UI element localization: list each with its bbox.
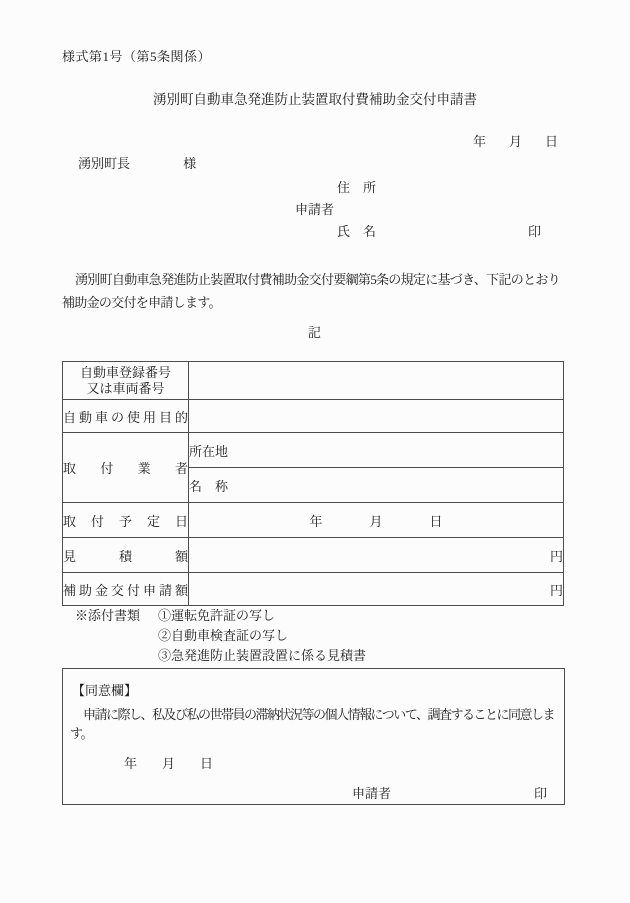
consent-date-month: 月 <box>162 756 176 771</box>
header-date-line <box>473 131 558 150</box>
addressee-name: 湧別町長 <box>78 156 131 171</box>
consent-title: 【同意欄】 <box>72 683 138 698</box>
registration-label: 自動車登録番号 又は車両番号 <box>63 362 189 400</box>
header-date-year: 年 <box>472 134 486 149</box>
install-date-value-cell <box>189 503 564 538</box>
record-mark: 記 <box>307 325 322 340</box>
applicant-address-label: 住 所 <box>337 180 377 195</box>
applicant-seal-mark: 印 <box>528 224 542 239</box>
table-row-purpose <box>63 400 564 433</box>
table-row-installer-address <box>63 433 564 468</box>
consent-date-year: 年 <box>124 756 138 771</box>
installer-label: 取付業者 <box>63 433 189 503</box>
attachment-item-1: ①運転免許証の写し <box>158 608 276 623</box>
consent-date-day: 日 <box>200 756 214 771</box>
page-title: 湧別町自動車急発進防止装置取付費補助金交付申請書 <box>153 92 477 107</box>
attachments-note <box>75 606 366 666</box>
installer-address-label: 所在地 <box>189 433 564 468</box>
installer-name-label: 名 称 <box>189 468 564 503</box>
table-row-estimate <box>63 538 564 573</box>
application-detail-table <box>62 361 564 606</box>
estimate-label: 見積額 <box>63 538 189 573</box>
header-date-month: 月 <box>508 134 522 149</box>
attachment-item-2: ②自動車検査証の写し <box>158 628 289 643</box>
table-row-subsidy-amount <box>63 573 564 606</box>
applicant-name-label: 氏 名 <box>337 224 377 239</box>
consent-statement: 申請に際し、私及び私の世帯員の滞納状況等の個人情報について、調査することに同意します。 <box>70 707 554 741</box>
consent-applicant-label: 申請者 <box>352 786 392 801</box>
subsidy-label: 補助金交付申請額 <box>63 573 189 606</box>
application-statement: 湧別町自動車急発進防止装置取付費補助金交付要綱第5条の規定に基づき、下記のとおり補助金の交付を申請します。 <box>62 272 560 310</box>
estimate-value-cell: 円 <box>189 538 564 573</box>
attachment-item-3: ③急発進防止装置設置に係る見積書 <box>158 648 367 663</box>
subsidy-value-cell: 円 <box>189 573 564 606</box>
addressee-line <box>78 153 196 172</box>
applicant-group-label: 申請者 <box>295 202 335 217</box>
consent-date-line <box>124 753 213 772</box>
table-row-install-date <box>63 503 564 538</box>
consent-section <box>62 668 565 805</box>
consent-seal-mark: 印 <box>534 786 548 801</box>
form-number: 様式第1号（第5条関係） <box>62 49 212 64</box>
table-row-registration <box>63 362 564 400</box>
attachments-label: ※添付書類 <box>75 608 141 623</box>
install-date-label: 取付予定日 <box>63 503 189 538</box>
purpose-label: 自動車の使用目的 <box>63 400 189 433</box>
registration-value-cell <box>189 362 564 400</box>
install-date-month: 月 <box>369 513 383 529</box>
purpose-value-cell <box>189 400 564 433</box>
header-date-day: 日 <box>544 134 558 149</box>
install-date-day: 日 <box>429 513 443 529</box>
attachments-list <box>158 606 366 666</box>
addressee-honorific: 様 <box>183 156 197 171</box>
install-date-year: 年 <box>309 513 323 529</box>
